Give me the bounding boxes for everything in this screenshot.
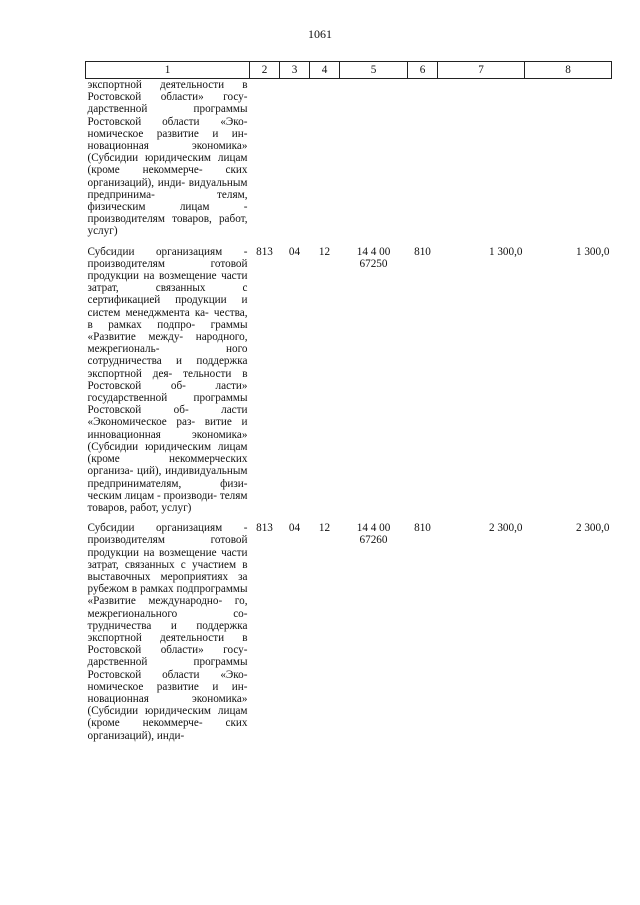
column-header-3: 3 <box>280 62 310 79</box>
desc-line: экономика» (Субсидии <box>87 428 248 453</box>
desc-line: номическое развитие и ин- <box>87 680 248 693</box>
table-row <box>86 246 612 522</box>
desc-line: производителям товаров, <box>87 213 212 226</box>
cell-amount-1 <box>438 79 525 246</box>
desc-line: услуг) <box>161 501 192 514</box>
desc-line: Ростовской области» госу- <box>87 644 248 657</box>
cell-ministry-code: 813 <box>256 245 273 258</box>
desc-line: Субсидии организациям - <box>87 245 248 258</box>
desc-line: поддержка экспортной дея- <box>87 355 248 380</box>
desc-line: новационная экономика» <box>87 140 248 153</box>
desc-line: производителям готовой <box>87 257 248 270</box>
desc-line: производителям готовой <box>87 534 248 547</box>
desc-line: программы Ростовской об- <box>87 392 248 417</box>
cell-amount-2: 2 300,0 <box>575 522 610 535</box>
cell-subsection: 12 <box>318 522 331 535</box>
page-number: 1061 <box>308 27 332 41</box>
cell-target-article <box>340 79 408 246</box>
column-header-7: 7 <box>438 62 525 79</box>
table-row <box>86 79 612 246</box>
header-row <box>86 62 612 79</box>
desc-line: ного сотрудничества и <box>87 343 248 368</box>
desc-line: витие и инновационная <box>87 416 248 441</box>
cell-target-article: 14 4 00 67250 <box>356 245 391 270</box>
cell-section <box>280 79 310 246</box>
cell-target-article: 14 4 00 67260 <box>356 522 391 547</box>
desc-line: лицам (кроме некоммерче- <box>87 152 248 177</box>
row-description <box>86 79 250 246</box>
desc-line: Ростовской области «Эко- <box>87 115 248 128</box>
desc-line: видуальным предпринима- <box>87 176 248 201</box>
cell-ministry-code <box>250 79 280 246</box>
desc-line: граммы «Развитие между- <box>87 318 248 344</box>
desc-line: сертификацией продукции <box>87 294 227 307</box>
desc-line: мероприятиях за рубежом в <box>87 570 248 596</box>
desc-line: телям товаров, работ, <box>87 489 248 514</box>
column-header-1: 1 <box>86 62 250 79</box>
cell-expense-type: 810 <box>414 245 431 258</box>
desc-line: части затрат, связанных с <box>87 270 248 295</box>
cell-amount-2: 1 300,0 <box>575 245 610 258</box>
desc-line: юридическим лицам (кроме <box>87 440 248 466</box>
desc-line: ческим лицам - производи- <box>87 489 218 502</box>
desc-line: ций), индивидуальным <box>136 465 248 478</box>
desc-line: «Развитие международно- <box>87 595 223 608</box>
desc-line: номическое развитие и ин- <box>87 127 248 140</box>
desc-line: продукции на возмещение <box>87 546 217 559</box>
desc-line: го, межрегионального со- <box>87 595 248 620</box>
desc-line: ласти «Экономическое раз- <box>87 404 248 429</box>
desc-line: дарственной программы <box>87 656 248 669</box>
column-header-6: 6 <box>408 62 438 79</box>
row-description <box>86 522 250 750</box>
desc-line: (Субсидии юридическим <box>87 152 212 165</box>
desc-line: некоммерческих организа- <box>87 453 248 478</box>
desc-line: рамках подпрограммы <box>140 583 248 596</box>
desc-line: народного, межрегиональ- <box>87 331 248 356</box>
cell-section: 04 <box>288 245 301 258</box>
cell-expense-type <box>408 79 438 246</box>
row-description <box>86 246 250 522</box>
cell-amount-2 <box>525 79 612 246</box>
desc-line: и систем менеджмента ка- <box>87 294 248 319</box>
cell-section: 04 <box>288 522 301 535</box>
column-header-8: 8 <box>525 62 612 79</box>
budget-table <box>85 61 612 750</box>
desc-line: участием в выставочных <box>87 558 248 583</box>
column-header-2: 2 <box>250 62 280 79</box>
desc-line: трудничества и поддержка <box>87 619 248 632</box>
desc-line: работ, услуг) <box>87 213 248 238</box>
column-header-5: 5 <box>340 62 408 79</box>
desc-line: предпринимателям, физи- <box>87 477 248 490</box>
desc-line: (Субсидии юридическим <box>87 705 212 718</box>
desc-line: экспортной деятельности в <box>87 79 248 91</box>
desc-line: тельности в Ростовской об- <box>87 367 248 392</box>
cell-amount-1: 2 300,0 <box>488 522 523 535</box>
desc-line: экспортной деятельности в <box>87 631 248 644</box>
desc-line: чества, в рамках подпро- <box>87 306 248 331</box>
desc-line: части затрат, связанных с <box>87 546 248 571</box>
desc-line: Ростовской области «Эко- <box>87 668 248 681</box>
table-row <box>86 522 612 750</box>
cell-expense-type: 810 <box>414 522 431 535</box>
desc-line: ских организаций), инди- <box>87 717 248 742</box>
desc-line: Субсидии организациям - <box>87 522 248 535</box>
desc-line: дарственной программы <box>87 103 248 116</box>
desc-line: продукции на возмещение <box>87 270 217 283</box>
desc-line: новационная экономика» <box>87 692 248 705</box>
cell-subsection <box>310 79 340 246</box>
desc-line: ских организаций), инди- <box>87 164 248 189</box>
cell-subsection: 12 <box>318 245 331 258</box>
cell-amount-1: 1 300,0 <box>488 245 523 258</box>
cell-ministry-code: 813 <box>256 522 273 535</box>
desc-line: телям, физическим лицам - <box>87 188 248 214</box>
desc-line: Ростовской области» госу- <box>87 91 248 104</box>
column-header-4: 4 <box>310 62 340 79</box>
desc-line: ласти» государственной <box>87 379 248 405</box>
desc-line: лицам (кроме некоммерче- <box>87 705 248 730</box>
